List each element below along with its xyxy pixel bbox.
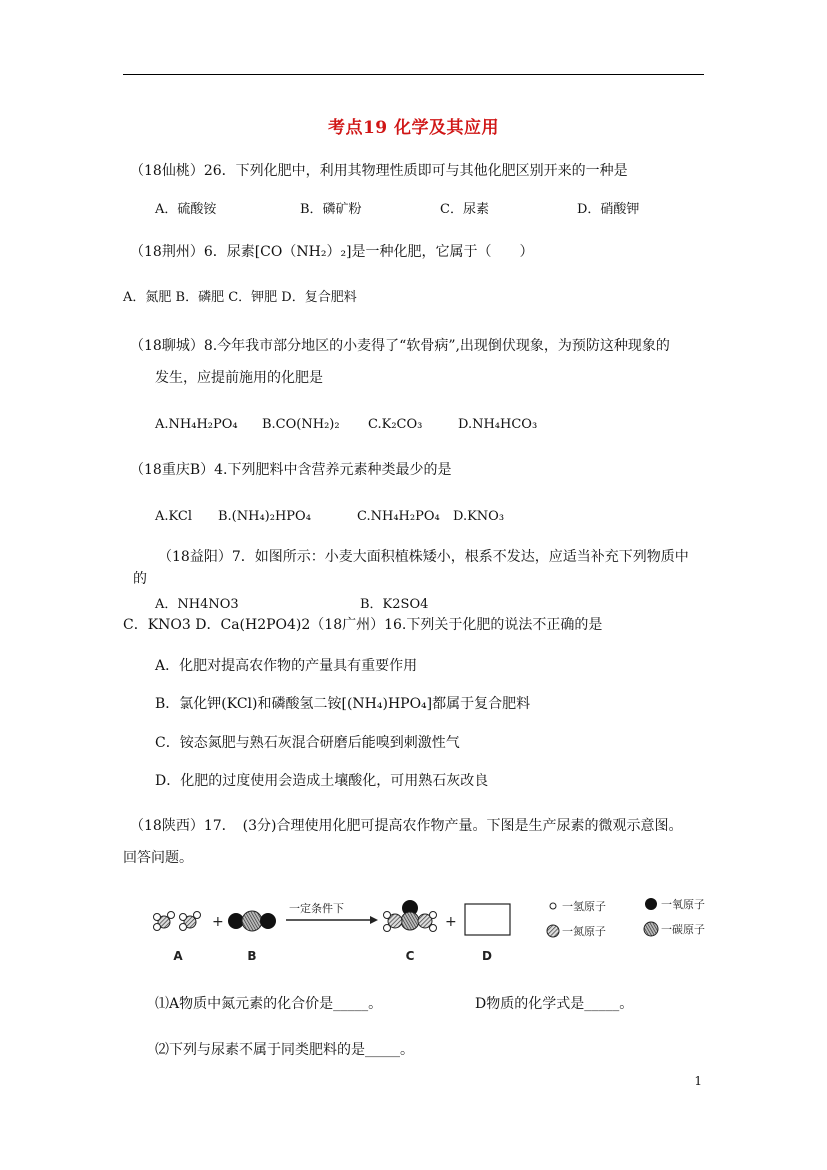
legend-nitrogen: 一氮原子 bbox=[562, 925, 606, 938]
q7-stem-line1: （18陕西）17． (3分)合理使用化肥可提高农作物产量。下图是生产尿素的微观示意图。 bbox=[130, 818, 683, 834]
molecule-c bbox=[384, 900, 437, 932]
q5-option-b: B．K2SO4 bbox=[360, 597, 429, 612]
page-title: 考点19 化学及其应用 bbox=[327, 118, 500, 138]
label-d: D bbox=[482, 949, 492, 963]
label-c: C bbox=[405, 949, 415, 963]
legend-hydrogen: 一氢原子 bbox=[562, 900, 606, 913]
q5-stem-line1: （18益阳）7．如图所示：小麦大面积植株矮小，根系不发达，应适当补充下列物质中 bbox=[158, 549, 689, 565]
q7-sub1: ⑴A物质中氮元素的化合价是_____。 bbox=[155, 996, 383, 1012]
q4-option-a: A.KCl bbox=[155, 509, 192, 524]
q2-stem: （18荆州）6．尿素[CO（NH₂）₂]是一种化肥，它属于（ ） bbox=[130, 244, 534, 260]
page-number: 1 bbox=[694, 1074, 702, 1088]
q6-option-b: B．氯化钾(KCl)和磷酸氢二铵[(NH₄)HPO₄]都属于复合肥料 bbox=[155, 696, 531, 712]
molecule-b bbox=[228, 911, 276, 931]
q3-stem-line2: 发生，应提前施用的化肥是 bbox=[155, 370, 323, 386]
legend-oxygen: 一氧原子 bbox=[661, 898, 705, 911]
q6-option-c: C．铵态氮肥与熟石灰混合研磨后能嗅到刺激性气 bbox=[155, 735, 460, 751]
q7-sub1b: D物质的化学式是_____。 bbox=[475, 996, 634, 1012]
q3-option-c: C.K₂CO₃ bbox=[368, 417, 423, 432]
q1-option-d: D．硝酸钾 bbox=[577, 202, 640, 217]
q5-stem-line2: 的 bbox=[133, 571, 147, 587]
label-b: B bbox=[247, 949, 257, 963]
arrow-text: 一定条件下 bbox=[289, 902, 344, 915]
q3-option-b: B.CO(NH₂)₂ bbox=[262, 417, 340, 432]
molecule-d-box bbox=[465, 904, 510, 935]
q7-stem-line2: 回答问题。 bbox=[123, 850, 193, 866]
plus-2: + bbox=[445, 914, 457, 930]
q5-merged-line: C．KNO3 D．Ca(H2PO4)2（18广州）16.下列关于化肥的说法不正确的是 bbox=[123, 617, 603, 633]
q1-option-b: B．磷矿粉 bbox=[300, 202, 362, 217]
q4-option-d: D.KNO₃ bbox=[453, 509, 505, 524]
q6-option-d: D．化肥的过度使用会造成土壤酸化，可用熟石灰改良 bbox=[155, 773, 489, 789]
q7-sub2: ⑵下列与尿素不属于同类肥料的是_____。 bbox=[155, 1042, 414, 1058]
q1-option-c: C．尿素 bbox=[440, 202, 489, 217]
q5-option-a: A．NH4NO3 bbox=[155, 597, 239, 612]
q3-option-d: D.NH₄HCO₃ bbox=[458, 417, 538, 432]
q4-option-c: C.NH₄H₂PO₄ bbox=[357, 509, 440, 524]
q1-option-a: A．硫酸铵 bbox=[155, 202, 217, 217]
legend-carbon: 一碳原子 bbox=[661, 923, 705, 936]
q2-options: A．氮肥 B．磷肥 C．钾肥 D．复合肥料 bbox=[123, 290, 357, 305]
q3-stem-line1: （18聊城）8.今年我市部分地区的小麦得了“软骨病”,出现倒伏现象，为预防这种现象的 bbox=[130, 338, 670, 354]
label-a: A bbox=[173, 949, 183, 963]
urea-micro-diagram bbox=[148, 884, 738, 964]
molecule-a bbox=[154, 912, 201, 931]
q4-stem: （18重庆B）4.下列肥料中含营养元素种类最少的是 bbox=[130, 462, 452, 478]
header-rule bbox=[123, 74, 704, 75]
plus-1: + bbox=[212, 914, 224, 930]
q4-option-b: B.(NH₄)₂HPO₄ bbox=[218, 509, 311, 524]
q6-option-a: A．化肥对提高农作物的产量具有重要作用 bbox=[155, 658, 418, 674]
legend bbox=[547, 897, 705, 938]
q1-stem: （18仙桃）26．下列化肥中，利用其物理性质即可与其他化肥区别开来的一种是 bbox=[130, 163, 628, 179]
q3-option-a: A.NH₄H₂PO₄ bbox=[155, 417, 238, 432]
